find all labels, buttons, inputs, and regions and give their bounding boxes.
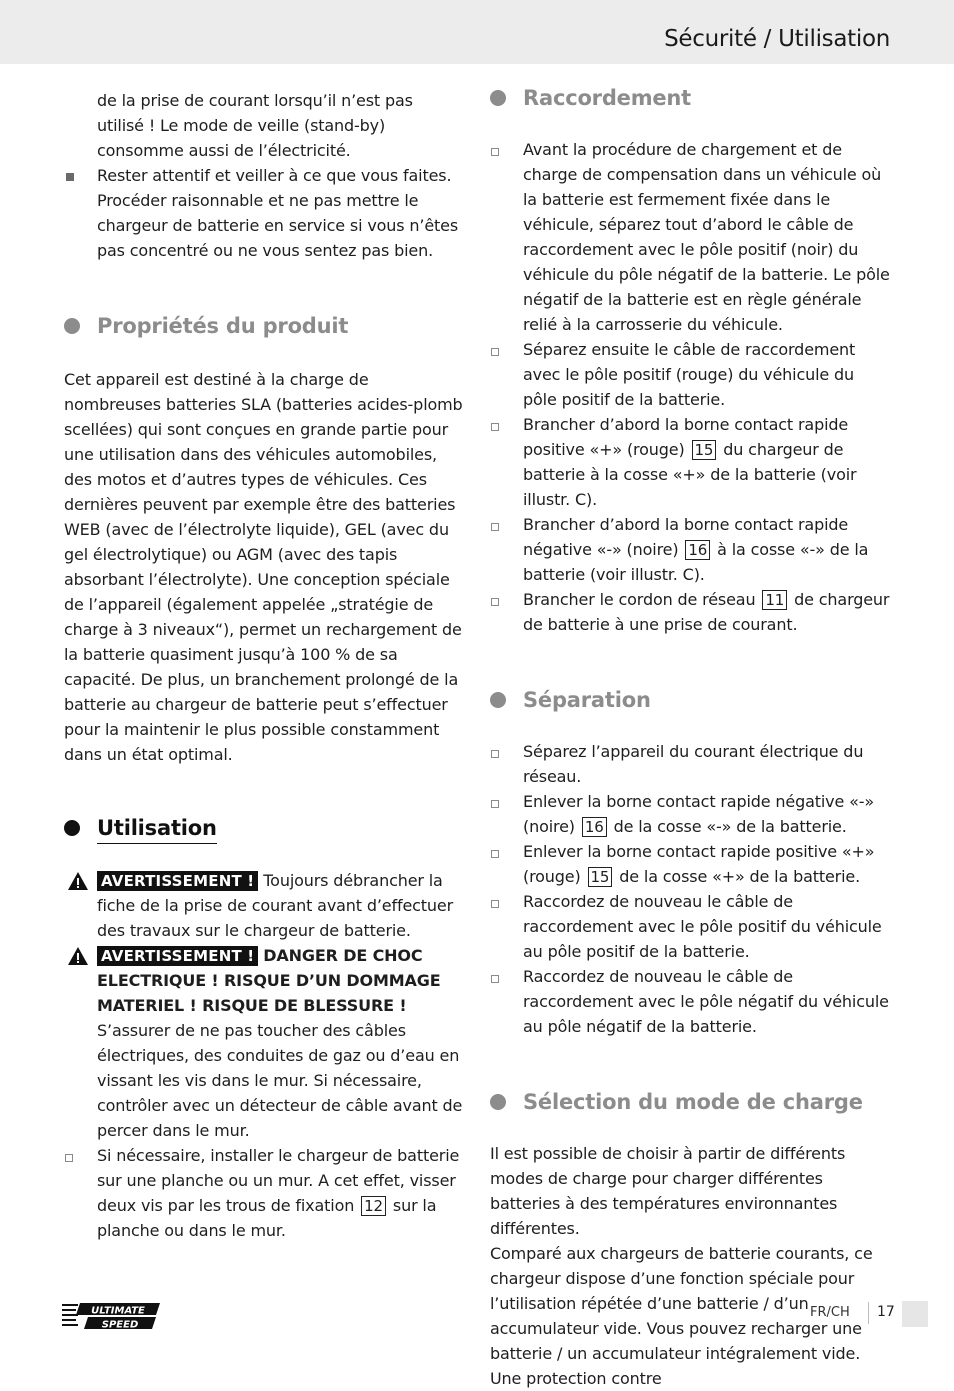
item-text: Brancher le cordon de réseau: [523, 590, 756, 609]
list-item: [64, 88, 464, 163]
section-heading-proprietes: [64, 312, 464, 340]
item-text: à la cosse «-» de la batterie (voir illustr. C).: [523, 540, 869, 584]
heading-label: Utilisation: [97, 814, 217, 844]
proprietes-text: Cet appareil est destiné à la charge de nombreuses batteries SLA (batteries acides-plomb scellées) qui sont conçues en grande partie pour une utilisation dans des véhicules automobiles, des motos et d’autres types de véhicules. Ces dernières peuvent par exemple être des batteries WEB (avec de l’électrolyte liquide), GEL (avec du gel électrolytique) ou AGM (avec des tapis absorbant l’électrolyte). Une conception spéciale de l’appareil (également appelée „stratégie de charge à 3 niveaux“), permet un rechargement de la batterie quasiment jusqu’à 100 % de sa capacité. De plus, un branchement prolongé de la batterie au chargeur de batterie peut s’effectuer pour la maintenir le plus possible constamment dans un état optimal.: [64, 370, 463, 764]
warning-block: [64, 868, 464, 943]
item-text: Séparez l’appareil du courant électrique du réseau.: [523, 742, 864, 786]
checkbox-bullet-icon: [491, 900, 499, 908]
warning-triangle-icon: [67, 871, 89, 891]
selection-text: Comparé aux chargeurs de batterie courants, ce chargeur dispose d’une fonction spéciale pour l’utilisation répétée d’une batterie / d’un accumulateur vide. Vous pouvez recharger une batterie / un accumulateur intégralement vide. Une protection contre: [490, 1244, 873, 1388]
language-code: FR/CH: [810, 1305, 850, 1320]
ref-number: 15: [588, 867, 613, 887]
checkbox-bullet-icon: [65, 1154, 73, 1162]
page-title: Sécurité / Utilisation: [664, 26, 890, 52]
brand-logo: [62, 1300, 162, 1336]
list-item: [490, 137, 892, 337]
checkbox-bullet-icon: [491, 850, 499, 858]
list-item: [490, 587, 892, 637]
page-number: 17: [877, 1304, 895, 1320]
list-item: [490, 739, 892, 789]
section-heading-selection: [490, 1088, 892, 1116]
list-item: [490, 337, 892, 412]
step-text: Si nécessaire, installer le chargeur de batterie sur une planche ou un mur. A cet effet, visser deux vis par les trous de fixation: [97, 1146, 460, 1215]
left-column: [64, 88, 464, 1243]
item-text: de la cosse «+» de la batterie.: [619, 867, 861, 886]
warning-block: [64, 943, 464, 1143]
checkbox-bullet-icon: [491, 750, 499, 758]
heading-label: Raccordement: [523, 86, 692, 110]
brand-logo-top-text: ULTIMATE: [91, 1305, 145, 1317]
brand-logo-bottom-text: SPEED: [101, 1319, 139, 1331]
list-item: [490, 839, 892, 889]
item-text: de chargeur de batterie à une prise de courant.: [523, 590, 890, 634]
ref-number: 16: [582, 817, 607, 837]
intro-bullet-text: Rester attentif et veiller à ce que vous faites. Procéder raisonnable et ne pas mettre le chargeur de batterie en service si vous n’êtes pas concentré ou ne vous sentez pas bien.: [97, 166, 459, 260]
selection-text: Il est possible de choisir à partir de différents modes de charge pour charger différentes batteries à des températures environnantes différentes.: [490, 1144, 846, 1238]
list-item: [64, 1143, 464, 1243]
item-text: Séparez ensuite le câble de raccordement avec le pôle positif (rouge) du véhicule du pôle positif de la batterie.: [523, 340, 856, 409]
checkbox-bullet-icon: [491, 598, 499, 606]
checkbox-bullet-icon: [491, 975, 499, 983]
checkbox-bullet-icon: [491, 800, 499, 808]
square-bullet-icon: [66, 173, 74, 181]
item-text: du chargeur de batterie à la cosse «+» de la batterie (voir illustr. C).: [523, 440, 857, 509]
bullet-dot-icon: [64, 820, 80, 836]
list-item: [490, 889, 892, 964]
section-heading-raccordement: [490, 84, 892, 112]
heading-label: Séparation: [523, 688, 651, 712]
list-item: [64, 163, 464, 263]
warning-badge: AVERTISSEMENT !: [97, 871, 258, 891]
list-item: [490, 512, 892, 587]
warning-text: Toujours débrancher la fiche de la prise de courant avant d’effectuer des travaux sur le chargeur de batterie.: [97, 871, 454, 940]
item-text: Raccordez de nouveau le câble de raccordement avec le pôle négatif du véhicule au pôle négatif de la batterie.: [523, 967, 889, 1036]
page-tab-marker: [902, 1301, 928, 1327]
section-heading-separation: [490, 686, 892, 714]
intro-continuation-text: de la prise de courant lorsqu’il n’est pas utilisé ! Le mode de veille (stand-by) consomme aussi de l’électricité.: [97, 91, 413, 160]
item-text: Avant la procédure de chargement et de charge de compensation dans un véhicule où la batterie est fermement fixée dans le véhicule, séparez tout d’abord le câble de raccordement avec le pôle positif (noir) du véhicule du pôle négatif de la batterie. Le pôle négatif de la batterie est en règle générale relié à la carrosserie du véhicule.: [523, 140, 890, 334]
item-text: de la cosse «-» de la batterie.: [613, 817, 847, 836]
footer-divider: [868, 1302, 869, 1324]
bullet-dot-icon: [490, 692, 506, 708]
list-item: [490, 789, 892, 839]
ref-number: 16: [685, 540, 710, 560]
list-item: [490, 964, 892, 1039]
section-heading-utilisation: [64, 814, 464, 844]
ref-number: 11: [762, 590, 787, 610]
heading-label: Propriétés du produit: [97, 314, 349, 338]
list-item: [490, 412, 892, 512]
checkbox-bullet-icon: [491, 523, 499, 531]
warning-text: S’assurer de ne pas toucher des câbles électriques, des conduites de gaz ou d’eau en vissant les vis dans le mur. Si nécessaire, contrôler avec un détecteur de câble avant de percer dans le mur.: [97, 1021, 463, 1140]
item-text: Enlever la borne contact rapide négative «-» (noire): [523, 792, 875, 836]
item-text: Enlever la borne contact rapide positive «+» (rouge): [523, 842, 875, 886]
step-text: sur la planche ou dans le mur.: [97, 1196, 437, 1240]
bullet-dot-icon: [490, 1094, 506, 1110]
heading-label: Sélection du mode de charge: [523, 1090, 863, 1114]
warning-badge: AVERTISSEMENT !: [97, 946, 258, 966]
checkbox-bullet-icon: [491, 423, 499, 431]
checkbox-bullet-icon: [491, 148, 499, 156]
ref-number: 15: [692, 440, 717, 460]
bullet-dot-icon: [64, 318, 80, 334]
bullet-dot-icon: [490, 90, 506, 106]
item-text: Brancher d’abord la borne contact rapide négative «-» (noire): [523, 515, 849, 559]
warning-bold-text: DANGER DE CHOC ELECTRIQUE ! RISQUE D’UN DOMMAGE MATERIEL ! RISQUE DE BLESSURE !: [97, 946, 441, 1015]
page-header: [0, 0, 954, 64]
item-text: Brancher d’abord la borne contact rapide positive «+» (rouge): [523, 415, 849, 459]
item-text: Raccordez de nouveau le câble de raccordement avec le pôle positif du véhicule au pôle positif de la batterie.: [523, 892, 882, 961]
checkbox-bullet-icon: [491, 348, 499, 356]
warning-triangle-icon: [67, 946, 89, 966]
right-column: [490, 84, 892, 1391]
ref-number: 12: [361, 1196, 386, 1216]
